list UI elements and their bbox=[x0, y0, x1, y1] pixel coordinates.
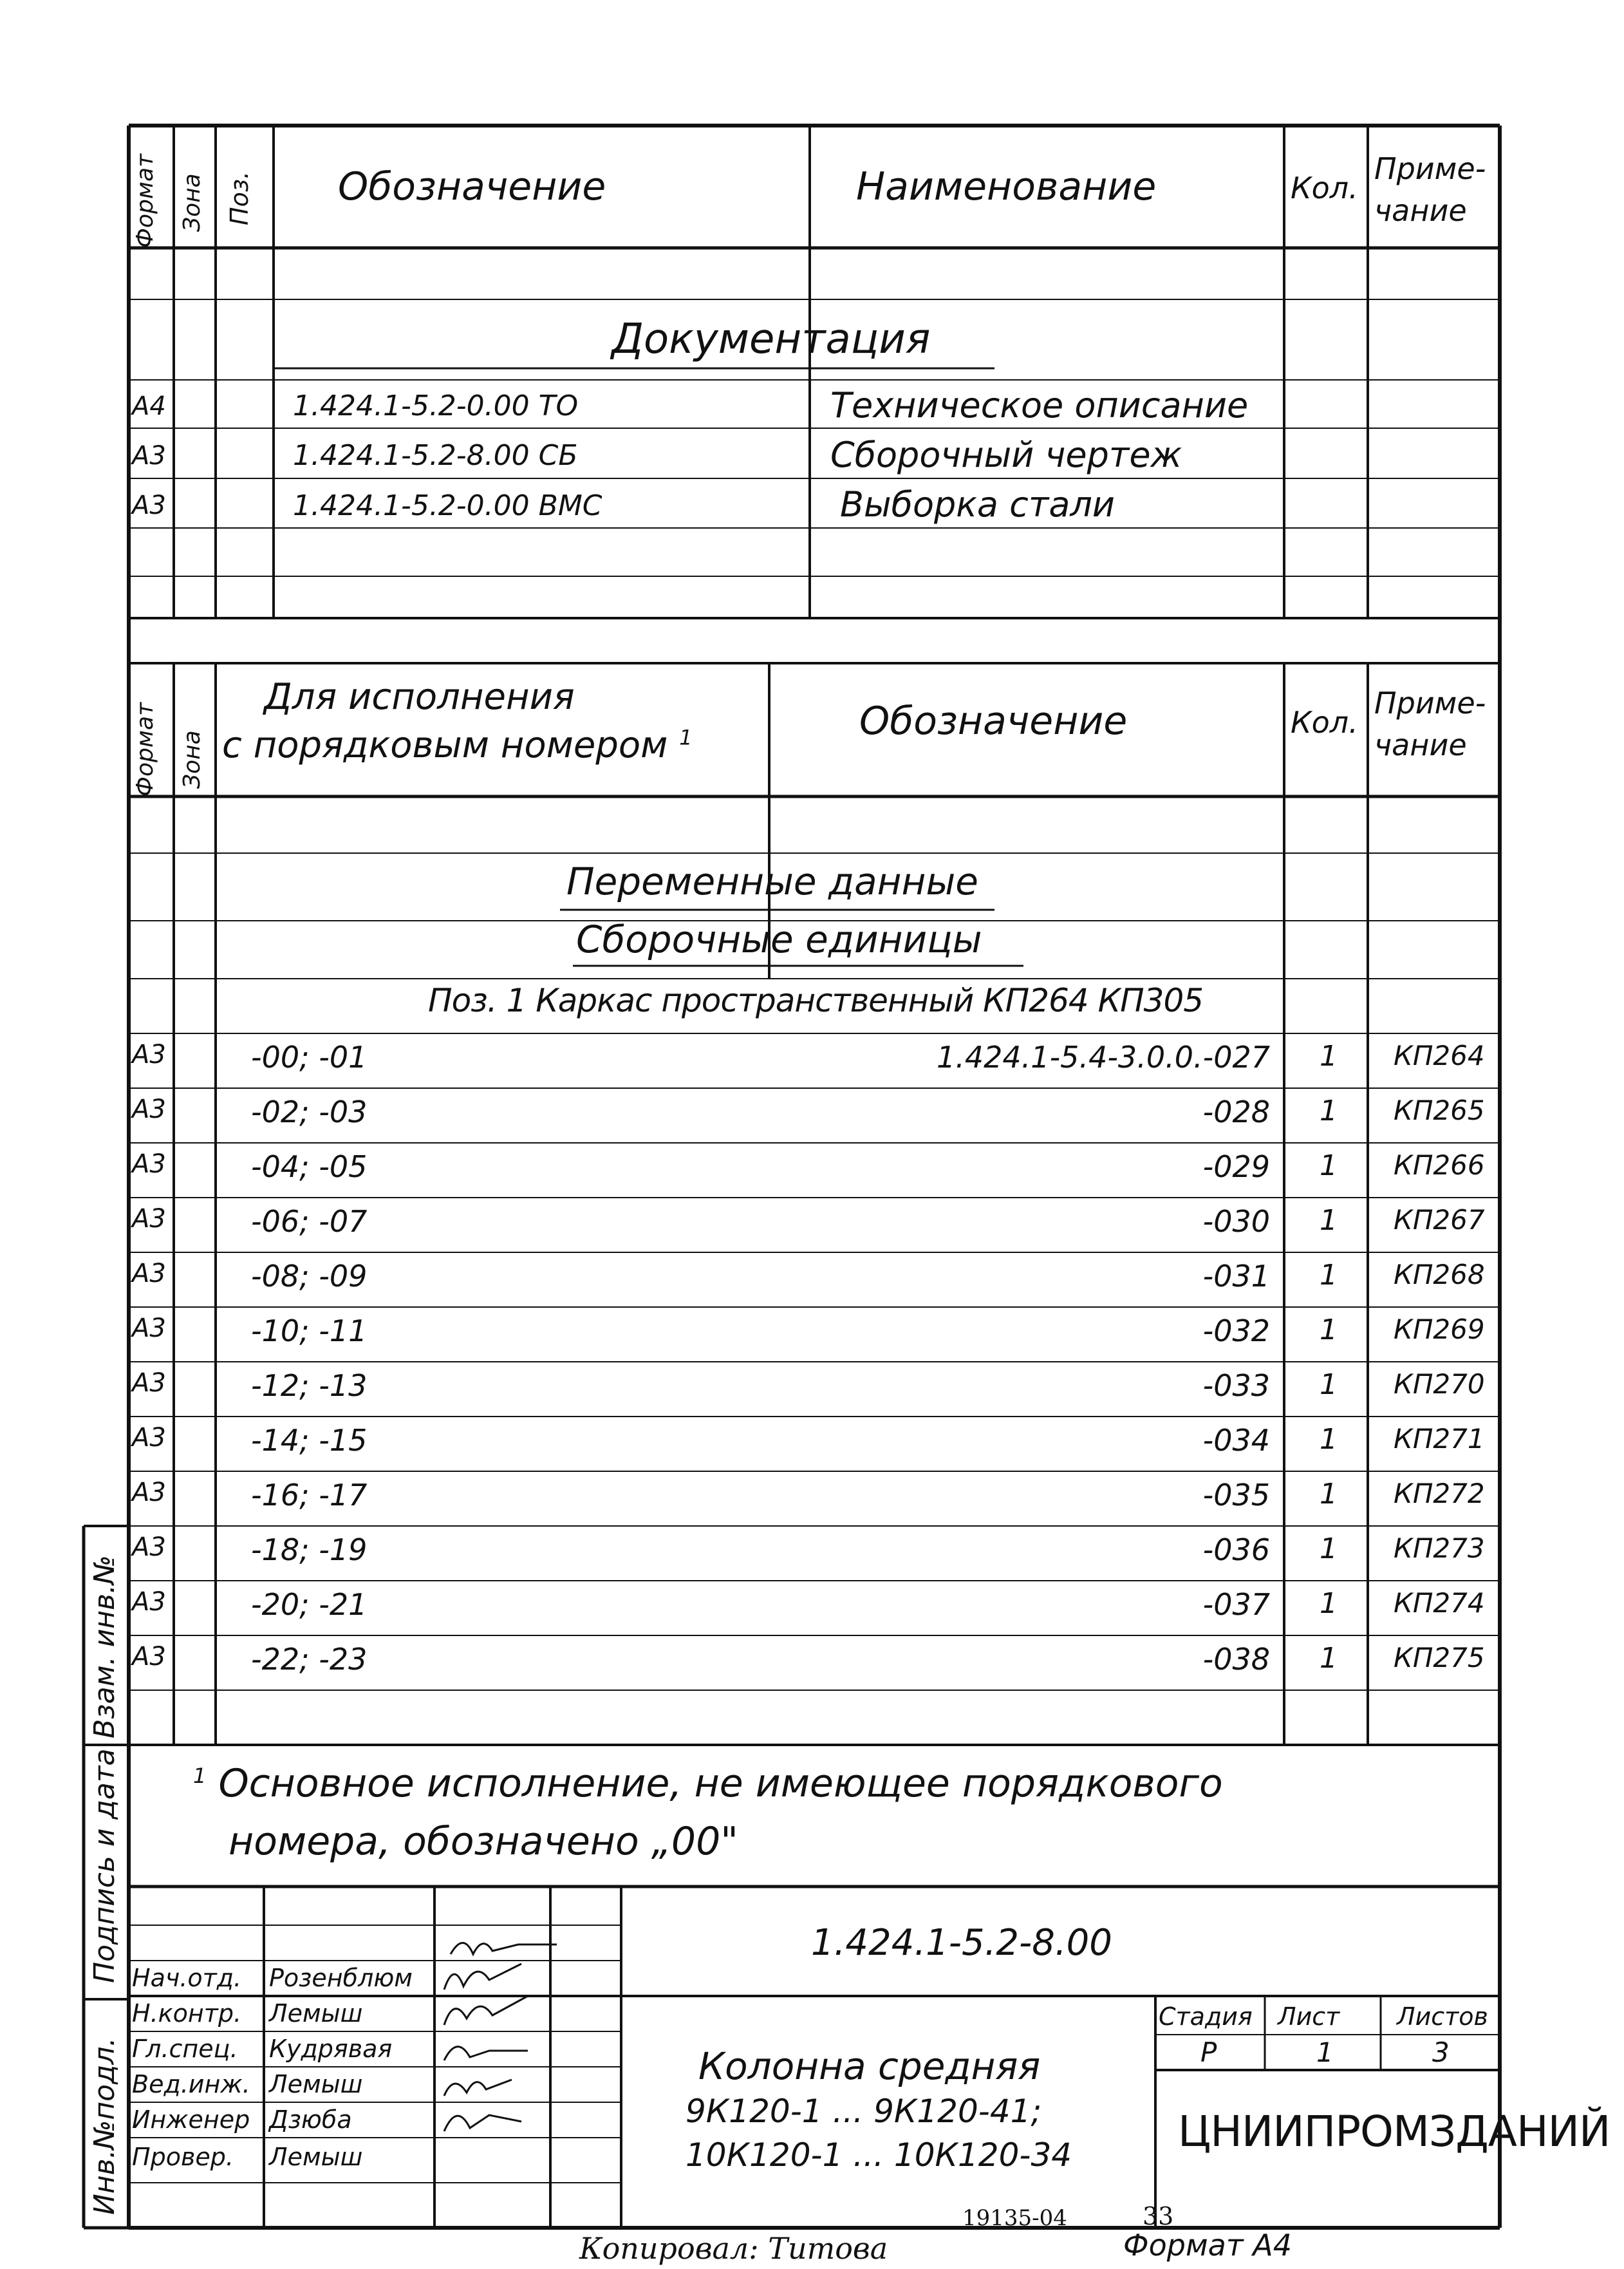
header-pos: Поз. bbox=[225, 171, 254, 225]
variant-row-number: -08; -09 bbox=[251, 1259, 368, 1294]
variant-row-qty: 1 bbox=[1320, 1259, 1338, 1292]
variant-row-note: КП269 bbox=[1394, 1313, 1485, 1345]
footnote-mark: 1 bbox=[679, 725, 693, 750]
staff-role: Инженер bbox=[132, 2105, 250, 2134]
variant-row-note: КП267 bbox=[1394, 1204, 1485, 1236]
side-stamp-replace-inv: Взам. инв.№ bbox=[88, 1555, 121, 1738]
variant-row-qty: 1 bbox=[1320, 1478, 1338, 1511]
variant-row-designation: -033 bbox=[1202, 1368, 1270, 1403]
organization-name: ЦНИИПРОМЗДАНИЙ bbox=[1178, 2107, 1610, 2156]
doc-row-2-format: А3 bbox=[132, 441, 166, 471]
variant-row-qty: 1 bbox=[1320, 1587, 1338, 1620]
variant-row-qty: 1 bbox=[1320, 1040, 1338, 1073]
staff-role: Н.контр. bbox=[132, 1999, 242, 2028]
sheet-label: Лист bbox=[1278, 2002, 1340, 2031]
staff-name: Лемыш bbox=[269, 2143, 363, 2171]
variant-row-format: А3 bbox=[132, 1204, 166, 1234]
header-qty: Кол. bbox=[1291, 171, 1358, 205]
variant-row-note: КП268 bbox=[1394, 1259, 1485, 1290]
variant-row-number: -10; -11 bbox=[251, 1313, 368, 1348]
variant-header-qty: Кол. bbox=[1291, 705, 1358, 740]
side-stamp-sign-date: Подпись и дата bbox=[88, 1748, 121, 1983]
staff-name: Лемыш bbox=[269, 1999, 363, 2028]
variant-header-line1: Для исполнения bbox=[264, 676, 575, 718]
variant-row-qty: 1 bbox=[1320, 1368, 1338, 1401]
variant-row-note: КП273 bbox=[1394, 1532, 1485, 1564]
doc-row-3-format: А3 bbox=[132, 491, 166, 520]
section-title-assembly-units: Сборочные единицы bbox=[576, 918, 982, 961]
doc-row-1-name: Техническое описание bbox=[830, 385, 1249, 426]
variant-row-designation: -029 bbox=[1202, 1149, 1270, 1184]
variant-row-number: -22; -23 bbox=[251, 1642, 368, 1677]
section-title-variable-data: Переменные данные bbox=[566, 860, 978, 903]
variant-row-note: КП265 bbox=[1394, 1095, 1485, 1126]
doc-row-1-format: А4 bbox=[132, 391, 166, 421]
staff-name: Лемыш bbox=[269, 2070, 363, 2098]
variant-row-designation: -028 bbox=[1202, 1095, 1270, 1129]
variant-row-designation: -036 bbox=[1202, 1532, 1270, 1567]
staff-name: Дзюба bbox=[269, 2105, 352, 2134]
sheet-format: Формат А4 bbox=[1123, 2228, 1292, 2263]
variant-row-note: КП270 bbox=[1394, 1368, 1485, 1400]
variant-row-qty: 1 bbox=[1320, 1204, 1338, 1237]
variant-row-format: А3 bbox=[132, 1313, 166, 1343]
variant-header-designation: Обозначение bbox=[859, 699, 1128, 744]
doc-row-2-name: Сборочный чертеж bbox=[830, 435, 1182, 475]
variant-row-format: А3 bbox=[132, 1040, 166, 1069]
header-designation: Обозначение bbox=[338, 164, 606, 209]
variant-row-format: А3 bbox=[132, 1423, 166, 1453]
doc-row-3-name: Выборка стали bbox=[840, 484, 1115, 525]
variant-row-qty: 1 bbox=[1320, 1313, 1338, 1346]
staff-role: Гл.спец. bbox=[132, 2035, 238, 2063]
variant-row-number: -20; -21 bbox=[251, 1587, 368, 1622]
staff-name: Розенблюм bbox=[269, 1964, 413, 1992]
side-stamp-inv-orig: Инв.№подл. bbox=[88, 2037, 121, 2215]
doc-row-2-designation: 1.424.1-5.2-8.00 СБ bbox=[293, 439, 578, 472]
variant-row-number: -12; -13 bbox=[251, 1368, 368, 1403]
stage-label: Стадия bbox=[1159, 2002, 1253, 2031]
variant-row-note: КП275 bbox=[1394, 1642, 1485, 1673]
sheets-value: 3 bbox=[1432, 2037, 1450, 2068]
header-note-line1: Приме- bbox=[1374, 151, 1486, 186]
variant-row-qty: 1 bbox=[1320, 1095, 1338, 1127]
variant-row-designation: -037 bbox=[1202, 1587, 1270, 1622]
variant-row-number: -04; -05 bbox=[251, 1149, 368, 1184]
variant-row-format: А3 bbox=[132, 1368, 166, 1398]
variant-row-format: А3 bbox=[132, 1532, 166, 1562]
variant-row-number: -18; -19 bbox=[251, 1532, 368, 1567]
footnote-line1 bbox=[193, 1761, 1223, 1806]
object-name-line2: 9К120-1 ... 9К120-41; bbox=[686, 2093, 1042, 2130]
variant-row-number: -06; -07 bbox=[251, 1204, 368, 1239]
variant-row-number: -00; -01 bbox=[251, 1040, 368, 1075]
header-zone: Зона bbox=[179, 173, 205, 232]
variant-row-note: КП264 bbox=[1394, 1040, 1485, 1071]
variant-header-line2-text: с порядковым номером bbox=[222, 724, 668, 766]
staff-role: Провер. bbox=[132, 2143, 234, 2171]
object-name-line1: Колонна средняя bbox=[698, 2044, 1041, 2088]
sheets-label: Листов bbox=[1397, 2002, 1488, 2031]
doc-row-1-designation: 1.424.1-5.2-0.00 ТО bbox=[293, 390, 579, 422]
variant-row-designation: 1.424.1-5.4-3.0.0.-027 bbox=[937, 1040, 1270, 1075]
variant-row-qty: 1 bbox=[1320, 1642, 1338, 1675]
variant-row-format: А3 bbox=[132, 1587, 166, 1617]
variant-row-number: -14; -15 bbox=[251, 1423, 368, 1458]
sheet-value: 1 bbox=[1316, 2037, 1334, 2068]
doc-row-3-designation: 1.424.1-5.2-0.00 ВМС bbox=[293, 489, 602, 522]
position-title: Поз. 1 Каркас пространственный КП264 КП305 bbox=[428, 982, 1204, 1019]
header-note-line2: чание bbox=[1374, 193, 1467, 228]
staff-role: Вед.инж. bbox=[132, 2070, 250, 2098]
doc-code: 1.424.1-5.2-8.00 bbox=[811, 1922, 1112, 1964]
variant-row-format: А3 bbox=[132, 1095, 166, 1124]
staff-name: Кудрявая bbox=[269, 2035, 393, 2063]
header-format: Формат bbox=[132, 153, 158, 248]
variant-row-number: -16; -17 bbox=[251, 1478, 368, 1512]
variant-row-format: А3 bbox=[132, 1478, 166, 1507]
variant-row-designation: -035 bbox=[1202, 1478, 1270, 1512]
variant-row-designation: -038 bbox=[1202, 1642, 1270, 1677]
variant-row-format: А3 bbox=[132, 1149, 166, 1179]
footnote-line1-text: Основное исполнение, не имеющее порядкового bbox=[218, 1761, 1223, 1806]
stage-value: Р bbox=[1200, 2037, 1217, 2068]
variant-row-designation: -034 bbox=[1202, 1423, 1270, 1458]
variant-row-note: КП266 bbox=[1394, 1149, 1485, 1181]
section-title-documentation: Документация bbox=[611, 315, 931, 363]
variant-row-qty: 1 bbox=[1320, 1423, 1338, 1456]
variant-row-designation: -030 bbox=[1202, 1204, 1270, 1239]
order-number: 19135-04 bbox=[962, 2205, 1067, 2231]
object-name-line3: 10К120-1 ... 10К120-34 bbox=[686, 2136, 1072, 2174]
header-name: Наименование bbox=[856, 164, 1157, 209]
variant-header-format: Формат bbox=[132, 702, 158, 796]
variant-header-note-line2: чание bbox=[1374, 728, 1467, 762]
variant-row-number: -02; -03 bbox=[251, 1095, 368, 1129]
variant-row-qty: 1 bbox=[1320, 1532, 1338, 1565]
variant-header-zone: Зона bbox=[179, 730, 205, 789]
variant-row-note: КП272 bbox=[1394, 1478, 1485, 1509]
variant-header-line2 bbox=[222, 724, 693, 766]
staff-role: Нач.отд. bbox=[132, 1964, 242, 1992]
variant-row-format: А3 bbox=[132, 1642, 166, 1671]
variant-header-note-line1: Приме- bbox=[1374, 686, 1486, 720]
variant-row-note: КП274 bbox=[1394, 1587, 1485, 1619]
footnote-line2: номера, обозначено „00" bbox=[229, 1819, 738, 1864]
variant-row-designation: -031 bbox=[1202, 1259, 1270, 1294]
variant-row-format: А3 bbox=[132, 1259, 166, 1288]
variant-row-qty: 1 bbox=[1320, 1149, 1338, 1182]
page-number: 33 bbox=[1143, 2202, 1174, 2230]
footnote-line1-mark: 1 bbox=[193, 1764, 207, 1788]
variant-row-note: КП271 bbox=[1394, 1423, 1485, 1455]
copied-by: Копировал: Титова bbox=[579, 2231, 888, 2266]
variant-row-designation: -032 bbox=[1202, 1313, 1270, 1348]
